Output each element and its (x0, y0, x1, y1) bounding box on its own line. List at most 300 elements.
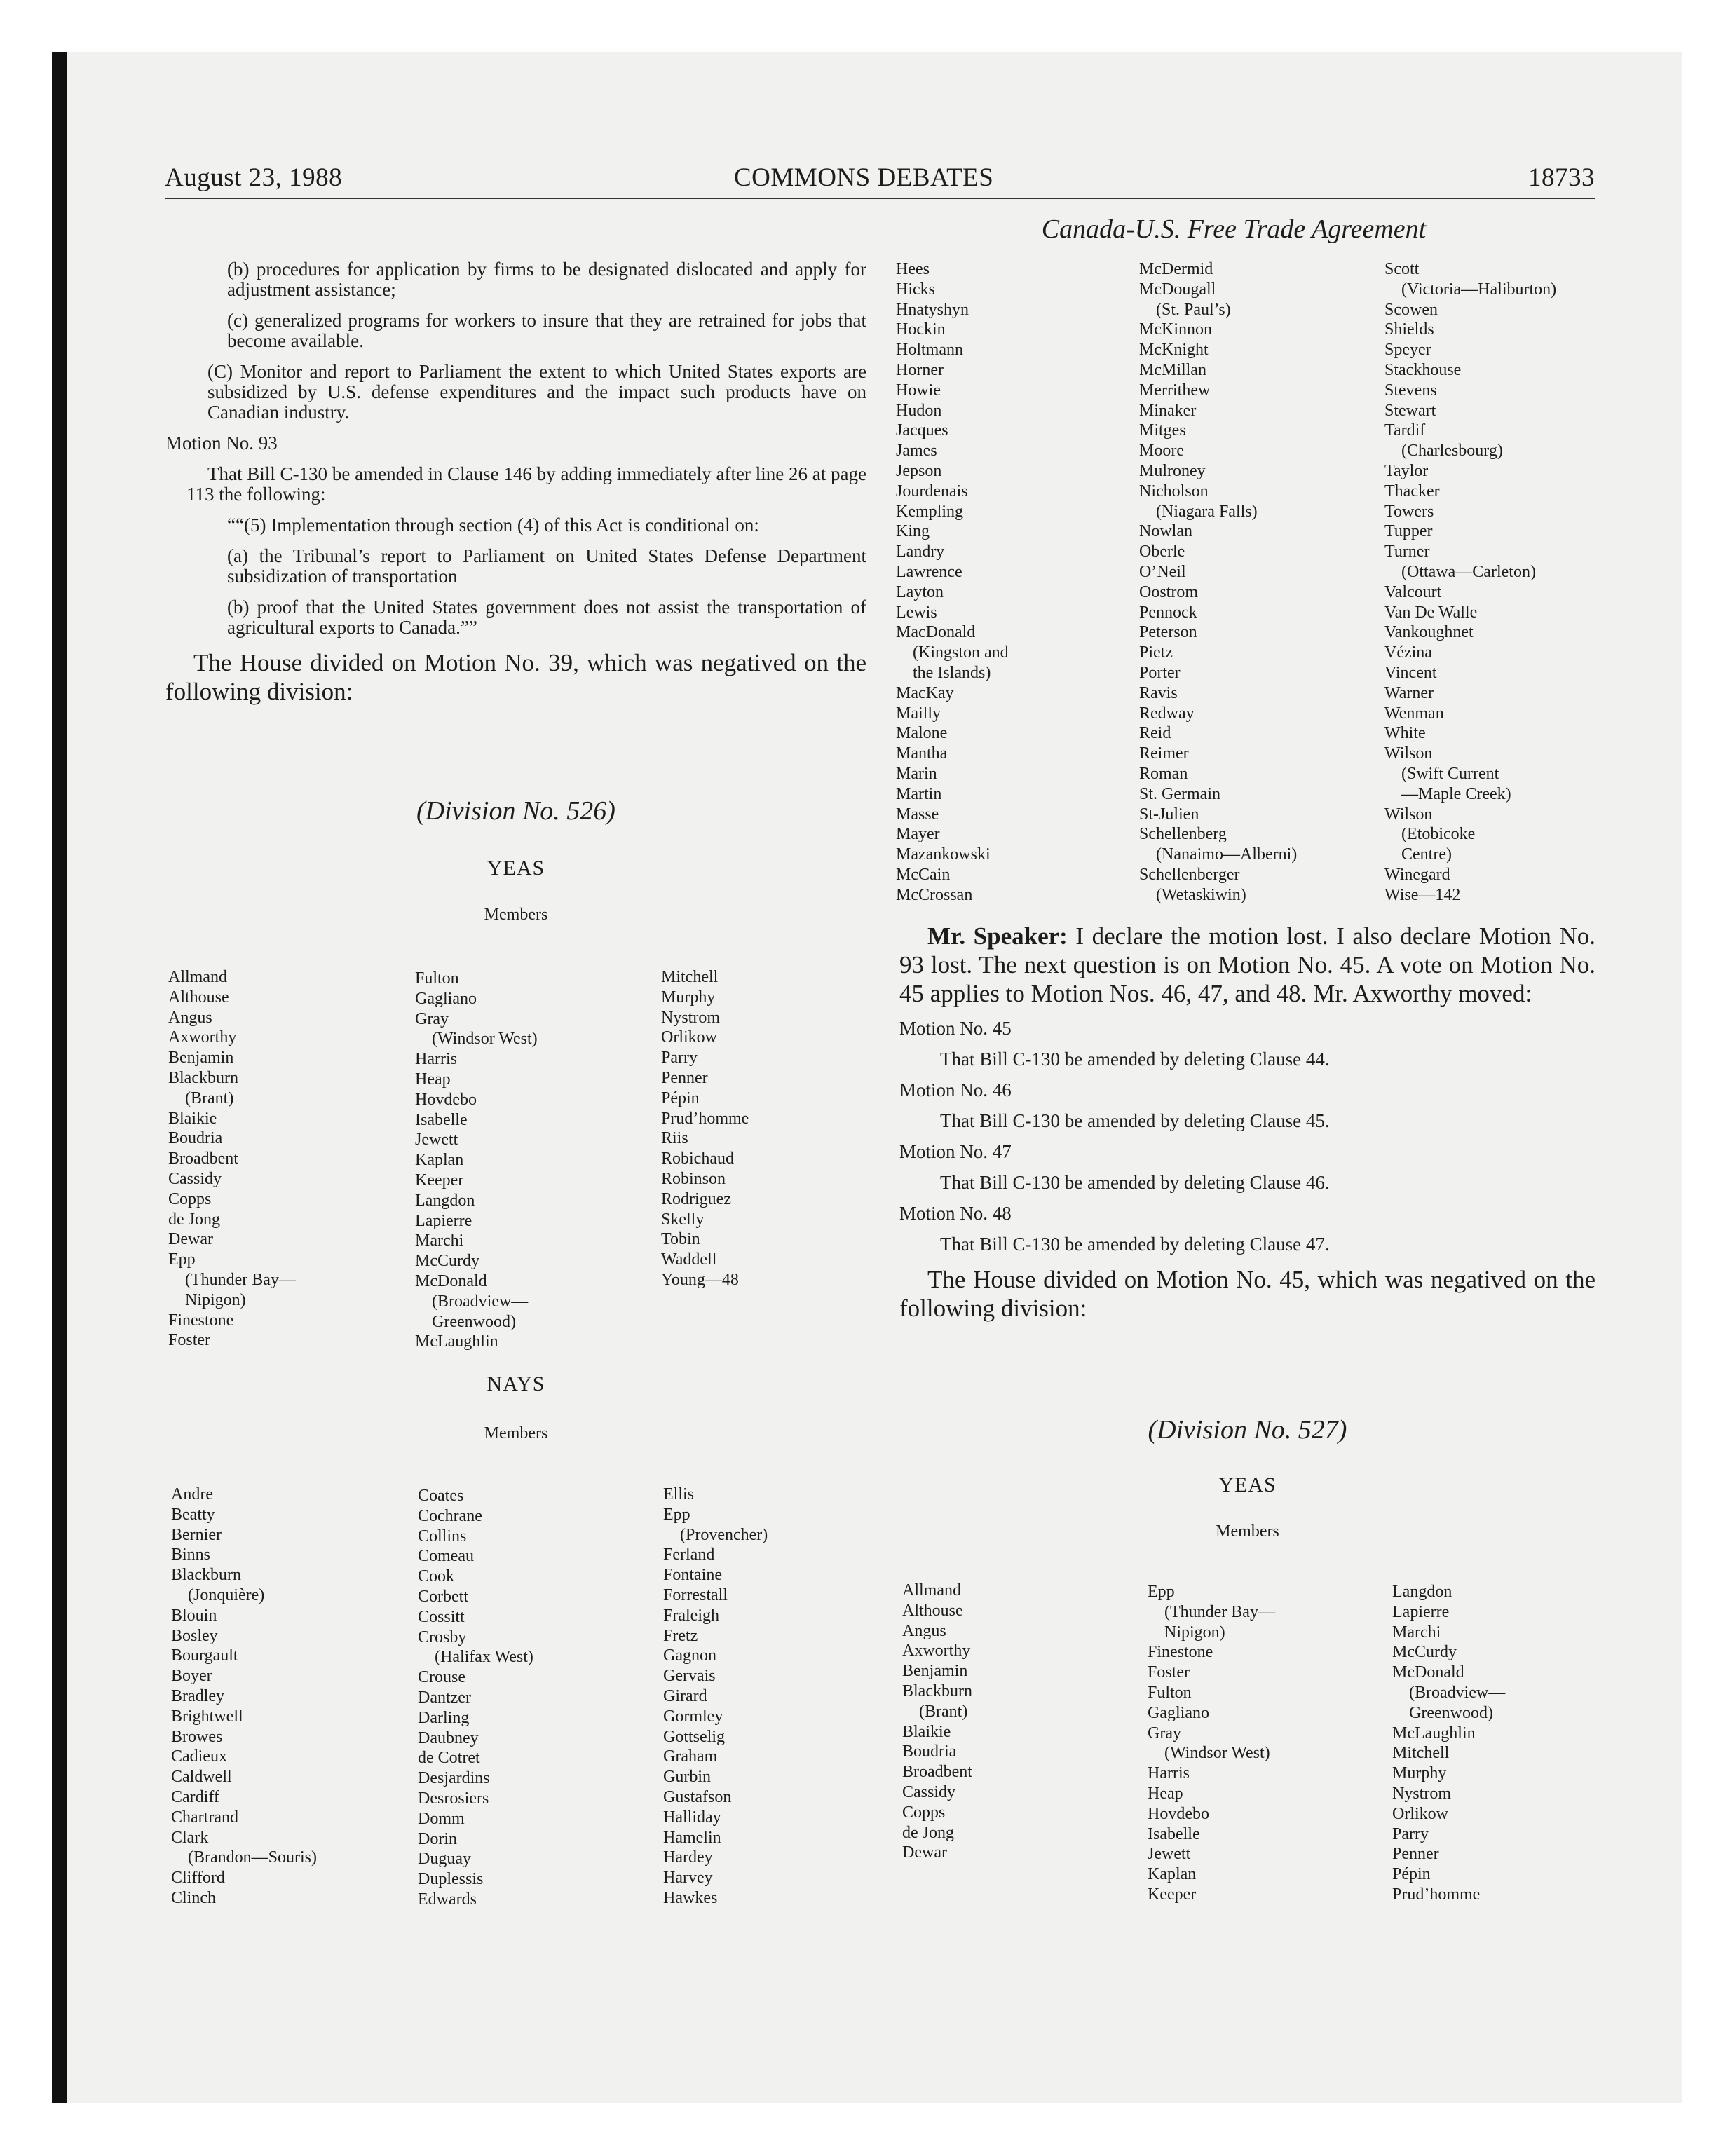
member-name: Orlikow (1392, 1804, 1448, 1823)
member-name: (Swift Current (1401, 764, 1499, 783)
member-name: Murphy (1392, 1764, 1447, 1783)
member-name: Jewett (1148, 1845, 1191, 1864)
member-name: (Etobicoke (1401, 825, 1476, 844)
member-name: Benjamin (168, 1049, 234, 1067)
member-name: (Broadview— (1409, 1683, 1506, 1702)
member-name: de Jong (168, 1210, 220, 1229)
speaker-name: Mr. Speaker: (927, 922, 1068, 950)
member-name: Nipigon) (1164, 1623, 1225, 1642)
member-name: Clark (171, 1828, 209, 1847)
member-name: Blouin (171, 1606, 217, 1625)
member-name: Clinch (171, 1888, 216, 1907)
division-39-intro: The House divided on Motion No. 39, which was negatived on the following division: (165, 649, 866, 705)
paragraph-b: (b) procedures for application by firms to be designated dislocated and apply for adjustment assistance; (227, 259, 866, 300)
member-name: Landry (896, 543, 945, 561)
member-name: Thacker (1384, 482, 1440, 500)
member-name: Vézina (1384, 643, 1432, 662)
motion-45-label: Motion No. 45 (899, 1018, 1012, 1039)
member-name: Howie (896, 381, 941, 400)
member-name: Bourgault (171, 1646, 238, 1665)
member-name: Young—48 (661, 1270, 739, 1289)
binding-edge (52, 52, 67, 2103)
member-name: (Thunder Bay— (1164, 1602, 1275, 1621)
member-name: Girard (663, 1686, 707, 1705)
member-name: Ravis (1139, 683, 1178, 702)
member-name: Wilson (1384, 805, 1433, 824)
member-name: Cassidy (168, 1169, 222, 1188)
member-name: the Islands) (913, 663, 991, 682)
member-name: Towers (1384, 502, 1434, 521)
member-name: Isabelle (1148, 1824, 1200, 1843)
member-name: Axworthy (168, 1028, 237, 1047)
member-name: MacKay (896, 683, 954, 702)
member-name: Mitchell (661, 968, 719, 986)
member-name: McLaughlin (1392, 1724, 1476, 1742)
member-name: Caldwell (171, 1768, 232, 1787)
motion-46-text: That Bill C-130 be amended by deleting Clause 45. (940, 1110, 1330, 1131)
member-name: (Charlesbourg) (1401, 442, 1503, 460)
member-name: Jacques (896, 421, 948, 440)
division-527-yeas-col2 (1148, 1582, 1275, 1905)
member-name: Heap (1148, 1784, 1183, 1803)
member-name: Finestone (168, 1311, 234, 1330)
member-name: Lewis (896, 603, 937, 622)
motion-46-label: Motion No. 46 (899, 1079, 1012, 1100)
member-name: Van De Walle (1384, 603, 1478, 622)
member-name: Althouse (902, 1601, 963, 1620)
member-name: Hamelin (663, 1828, 721, 1847)
member-name: McKinnon (1139, 320, 1212, 339)
member-name: Fulton (415, 969, 459, 988)
member-name: Nipigon) (185, 1290, 246, 1309)
member-name: Winegard (1384, 865, 1450, 884)
member-name: Hnatyshyn (896, 300, 969, 319)
header-rule (165, 198, 1595, 199)
member-name: McDonald (415, 1271, 487, 1290)
member-name: Angus (168, 1008, 212, 1027)
member-name: Riis (661, 1129, 688, 1148)
member-name: Foster (1148, 1663, 1190, 1682)
member-name: Marchi (415, 1231, 464, 1250)
division-526-nays-col1 (171, 1485, 317, 1909)
member-name: McMillan (1139, 360, 1206, 379)
member-name: Mitges (1139, 421, 1186, 440)
member-name: Gagliano (1148, 1703, 1209, 1722)
member-name: Dewar (168, 1230, 213, 1249)
member-name: (Windsor West) (1164, 1744, 1270, 1763)
member-name: (Wetaskiwin) (1156, 885, 1246, 904)
member-name: Roman (1139, 764, 1188, 783)
motion-48-label: Motion No. 48 (899, 1203, 1012, 1224)
member-name: Allmand (168, 968, 227, 986)
member-name: (Brant) (919, 1702, 968, 1721)
member-name: Hovdebo (415, 1090, 477, 1109)
member-name: de Cotret (418, 1749, 480, 1768)
member-name: Prud’homme (1392, 1885, 1481, 1904)
right-text-column (899, 922, 1595, 1333)
member-name: Stewart (1384, 401, 1436, 420)
member-name: Penner (1392, 1845, 1439, 1864)
member-name: (St. Paul’s) (1156, 300, 1231, 319)
member-name: Pépin (1392, 1865, 1431, 1884)
quote-5: ““(5) Implementation through section (4) of this Act is conditional on: (227, 514, 759, 535)
header-date: August 23, 1988 (165, 163, 343, 192)
member-name: King (896, 522, 930, 541)
member-name: Cook (418, 1567, 455, 1586)
member-name: Andre (171, 1485, 213, 1503)
member-name: McCrossan (896, 885, 973, 904)
member-name: Tobin (661, 1230, 700, 1249)
member-name: Boyer (171, 1667, 212, 1686)
member-name: Fulton (1148, 1683, 1192, 1702)
member-name: Forrestall (663, 1585, 728, 1604)
member-name: Mailly (896, 704, 941, 723)
member-name: Greenwood) (1409, 1703, 1493, 1722)
member-name: Dantzer (418, 1688, 471, 1707)
member-name: Robinson (661, 1169, 726, 1188)
member-name: Penner (661, 1068, 708, 1087)
member-name: Foster (168, 1331, 210, 1350)
member-name: Brightwell (171, 1707, 243, 1726)
member-name: Harvey (663, 1869, 713, 1888)
header-title: COMMONS DEBATES (734, 163, 994, 192)
member-name: Graham (663, 1747, 718, 1766)
member-name: Corbett (418, 1587, 468, 1606)
member-name: Wise—142 (1384, 885, 1461, 904)
member-name: Benjamin (902, 1662, 968, 1681)
member-name: Reimer (1139, 744, 1189, 763)
member-name: Gurbin (663, 1768, 711, 1787)
member-name: Darling (418, 1708, 470, 1727)
division-527-title: (Division No. 527) (1148, 1415, 1347, 1445)
member-name: Holtmann (896, 341, 963, 360)
member-name: Marchi (1392, 1623, 1441, 1642)
member-name: Isabelle (415, 1110, 468, 1129)
member-name: Jewett (415, 1131, 458, 1149)
member-name: Nystrom (1392, 1784, 1451, 1803)
member-name: Moore (1139, 442, 1184, 460)
member-name: (Halifax West) (435, 1648, 533, 1667)
division-526-yeas-members: Members (484, 906, 548, 924)
member-name: McDermid (1139, 260, 1213, 278)
member-name: Gray (1148, 1724, 1181, 1742)
member-name: Speyer (1384, 341, 1431, 360)
member-name: Oberle (1139, 543, 1185, 561)
member-name: Reid (1139, 724, 1171, 743)
member-name: Mantha (896, 744, 948, 763)
member-name: Waddell (661, 1250, 717, 1269)
member-name: Copps (902, 1803, 946, 1822)
member-name: Langdon (1392, 1583, 1452, 1601)
member-name: Vincent (1384, 663, 1437, 682)
member-name: Coates (418, 1487, 464, 1505)
member-name: O’Neil (1139, 562, 1186, 581)
member-name: Ellis (663, 1485, 695, 1503)
motion-93-label: Motion No. 93 (165, 432, 278, 453)
member-name: Fontaine (663, 1566, 722, 1585)
member-name: Rodriguez (661, 1189, 731, 1208)
member-name: Harris (415, 1050, 457, 1069)
member-name: Kaplan (415, 1151, 464, 1170)
motion-47-label: Motion No. 47 (899, 1141, 1012, 1162)
member-name: Browes (171, 1727, 223, 1746)
member-name: Boudria (168, 1129, 223, 1148)
member-name: Heap (415, 1070, 451, 1089)
member-name: Blackburn (171, 1566, 241, 1585)
member-name: St. Germain (1139, 784, 1220, 803)
member-name: Martin (896, 784, 942, 803)
member-name: Crosby (418, 1628, 467, 1646)
member-name: Dorin (418, 1829, 457, 1848)
member-name: McCurdy (1392, 1643, 1457, 1662)
member-name: —Maple Creek) (1401, 784, 1511, 803)
member-name: Nowlan (1139, 522, 1192, 541)
member-name: Ferland (663, 1546, 715, 1564)
member-name: Blaikie (902, 1722, 951, 1741)
member-name: Masse (896, 805, 939, 824)
nays-continued-col2 (1139, 259, 1297, 906)
left-text-column (165, 259, 866, 716)
member-name: (Kingston and (913, 643, 1009, 662)
member-name: Parry (1392, 1824, 1429, 1843)
member-name: Oostrom (1139, 582, 1198, 601)
member-name: Taylor (1384, 461, 1429, 480)
member-name: (Ottawa—Carleton) (1401, 562, 1536, 581)
member-name: Gagliano (415, 989, 477, 1008)
member-name: Prud’homme (661, 1109, 749, 1128)
member-name: Blackburn (168, 1068, 238, 1087)
member-name: Copps (168, 1189, 212, 1208)
member-name: McDonald (1392, 1663, 1464, 1682)
member-name: Cardiff (171, 1787, 219, 1806)
member-name: Fraleigh (663, 1606, 719, 1625)
member-name: Bosley (171, 1626, 218, 1645)
member-name: Parry (661, 1049, 698, 1067)
division-45-intro: The House divided on Motion No. 45, which was negatived on the following division: (899, 1266, 1595, 1322)
member-name: Pietz (1139, 643, 1173, 662)
member-name: Hees (896, 260, 930, 278)
member-name: Scowen (1384, 300, 1438, 319)
member-name: Merrithew (1139, 381, 1211, 400)
nays-continued-col1 (896, 259, 1009, 906)
member-name: Mitchell (1392, 1744, 1450, 1763)
member-name: Bernier (171, 1525, 222, 1544)
member-name: St-Julien (1139, 805, 1199, 824)
member-name: Jepson (896, 461, 942, 480)
member-name: Lapierre (1392, 1602, 1450, 1621)
member-name: Althouse (168, 988, 229, 1007)
member-name: (Victoria—Haliburton) (1401, 280, 1557, 299)
member-name: Lawrence (896, 562, 962, 581)
member-name: (Thunder Bay— (185, 1270, 296, 1289)
member-name: Epp (1148, 1583, 1175, 1601)
quote-a: (a) the Tribunal’s report to Parliament on United States Defense Department subsidization of transportation (227, 545, 866, 587)
member-name: Murphy (661, 988, 716, 1007)
member-name: Vankoughnet (1384, 623, 1474, 642)
member-name: Layton (896, 582, 944, 601)
member-name: Beatty (171, 1505, 215, 1524)
member-name: Stevens (1384, 381, 1437, 400)
member-name: Desjardins (418, 1769, 490, 1788)
member-name: Jourdenais (896, 482, 968, 500)
member-name: Mazankowski (896, 845, 991, 864)
page-header (165, 163, 1595, 196)
member-name: Warner (1384, 683, 1434, 702)
division-526-nays-col2 (418, 1486, 533, 1910)
member-name: Wenman (1384, 704, 1444, 723)
member-name: Cossitt (418, 1607, 465, 1626)
member-name: MacDonald (896, 623, 976, 642)
member-name: McCain (896, 865, 951, 884)
member-name: Keeper (1148, 1885, 1197, 1904)
member-name: Lapierre (415, 1211, 472, 1230)
member-name: Hockin (896, 320, 946, 339)
member-name: Allmand (902, 1581, 961, 1599)
member-name: Minaker (1139, 401, 1197, 420)
paragraph-c: (c) generalized programs for workers to insure that they are retrained for jobs that become available. (227, 310, 866, 351)
member-name: Greenwood) (432, 1312, 516, 1331)
motion-93-text: That Bill C-130 be amended in Clause 146 by adding immediately after line 26 at page 113 the following: (186, 463, 866, 505)
member-name: Cadieux (171, 1747, 227, 1766)
division-526-title: (Division No. 526) (416, 796, 615, 826)
member-name: Valcourt (1384, 582, 1442, 601)
member-name: Tardif (1384, 421, 1426, 440)
member-name: Duguay (418, 1850, 471, 1869)
member-name: (Brandon—Souris) (188, 1848, 317, 1867)
division-527-yeas-heading: YEAS (1218, 1473, 1277, 1496)
member-name: Kaplan (1148, 1865, 1197, 1884)
member-name: Chartrand (171, 1808, 238, 1827)
member-name: Tupper (1384, 522, 1433, 541)
quote-b: (b) proof that the United States government does not assist the transportation of agricultural exports to Canada.”” (227, 596, 866, 638)
member-name: Edwards (418, 1890, 477, 1909)
member-name: Malone (896, 724, 948, 743)
member-name: Comeau (418, 1547, 474, 1566)
member-name: Gray (415, 1009, 449, 1028)
division-526-nays-heading: NAYS (487, 1372, 545, 1396)
member-name: Redway (1139, 704, 1195, 723)
member-name: McCurdy (415, 1252, 479, 1271)
section-title: Canada-U.S. Free Trade Agreement (1041, 214, 1427, 244)
member-name: Marin (896, 764, 937, 783)
division-526-yeas-col3 (661, 967, 749, 1290)
member-name: Mayer (896, 825, 940, 844)
member-name: Gervais (663, 1667, 716, 1686)
division-527-yeas-members: Members (1216, 1522, 1279, 1541)
division-527-yeas-col3 (1392, 1582, 1505, 1905)
member-name: Scott (1384, 260, 1420, 278)
member-name: Blaikie (168, 1109, 217, 1128)
member-name: Horner (896, 360, 944, 379)
member-name: Gottselig (663, 1727, 725, 1746)
member-name: Langdon (415, 1191, 475, 1210)
member-name: Robichaud (661, 1149, 734, 1168)
member-name: Pennock (1139, 603, 1197, 622)
member-name: Pépin (661, 1089, 700, 1107)
motion-47-text: That Bill C-130 be amended by deleting Clause 46. (940, 1172, 1330, 1193)
member-name: Boudria (902, 1742, 957, 1761)
member-name: Finestone (1148, 1643, 1213, 1662)
member-name: Hardey (663, 1848, 713, 1867)
member-name: (Nanaimo—Alberni) (1156, 845, 1298, 864)
member-name: Porter (1139, 663, 1181, 682)
member-name: Hawkes (663, 1888, 718, 1907)
member-name: Halliday (663, 1808, 721, 1827)
member-name: (Provencher) (680, 1525, 768, 1544)
member-name: Keeper (415, 1171, 464, 1189)
member-name: Duplessis (418, 1870, 484, 1889)
member-name: Daubney (418, 1728, 479, 1747)
member-name: Wilson (1384, 744, 1433, 763)
member-name: Crouse (418, 1668, 465, 1687)
member-name: Mulroney (1139, 461, 1206, 480)
member-name: Cochrane (418, 1506, 482, 1525)
member-name: Binns (171, 1546, 211, 1564)
member-name: (Brant) (185, 1089, 234, 1107)
member-name: Hovdebo (1148, 1804, 1209, 1823)
member-name: Centre) (1401, 845, 1452, 864)
member-name: Broadbent (902, 1763, 972, 1782)
member-name: Hicks (896, 280, 935, 299)
member-name: Fretz (663, 1626, 698, 1645)
member-name: Harris (1148, 1764, 1190, 1783)
member-name: Blackburn (902, 1681, 972, 1700)
division-526-nays-col3 (663, 1485, 768, 1909)
member-name: de Jong (902, 1823, 954, 1842)
member-name: Epp (663, 1505, 690, 1524)
member-name: James (896, 442, 937, 460)
member-name: McKnight (1139, 341, 1209, 360)
paragraph-C: (C) Monitor and report to Parliament the extent to which United States exports are subsidized by U.S. defense expenditures and the impact such products have on Canadian industry. (207, 361, 866, 423)
member-name: Schellenberger (1139, 865, 1240, 884)
member-name: Hudon (896, 401, 942, 420)
member-name: Clifford (171, 1869, 225, 1888)
division-526-nays-members: Members (484, 1424, 548, 1442)
member-name: Domm (418, 1809, 465, 1828)
member-name: (Niagara Falls) (1156, 502, 1258, 521)
member-name: Shields (1384, 320, 1434, 339)
member-name: Collins (418, 1527, 467, 1546)
nays-continued-col3 (1384, 259, 1556, 906)
member-name: White (1384, 724, 1426, 743)
motion-45-text: That Bill C-130 be amended by deleting Clause 44. (940, 1049, 1330, 1070)
member-name: Axworthy (902, 1642, 971, 1660)
member-name: Angus (902, 1621, 946, 1640)
member-name: Peterson (1139, 623, 1197, 642)
speaker-statement (899, 922, 1595, 1008)
member-name: Schellenberg (1139, 825, 1227, 844)
member-name: Desrosiers (418, 1789, 489, 1808)
member-name: Nystrom (661, 1008, 720, 1027)
division-526-yeas-col1 (168, 967, 296, 1351)
division-527-yeas-col1 (902, 1581, 972, 1863)
member-name: Bradley (171, 1686, 224, 1705)
member-name: (Jonquière) (188, 1585, 265, 1604)
member-name: McDougall (1139, 280, 1216, 299)
motion-48-text: That Bill C-130 be amended by deleting Clause 47. (940, 1234, 1330, 1255)
member-name: Epp (168, 1250, 196, 1269)
member-name: Orlikow (661, 1028, 717, 1047)
member-name: Cassidy (902, 1782, 956, 1801)
division-526-yeas-heading: YEAS (487, 857, 545, 880)
member-name: Broadbent (168, 1149, 238, 1168)
member-name: Turner (1384, 543, 1430, 561)
speaker-text: I declare the motion lost. I also declare Motion No. 93 lost. The next question is on Motion No. 45. A vote on Motion No. 45 applies to Motion Nos. 46, 47, and 48. Mr. Axworthy moved: (899, 922, 1595, 1007)
member-name: McLaughlin (415, 1332, 498, 1351)
member-name: Gormley (663, 1707, 723, 1726)
member-name: Skelly (661, 1210, 705, 1229)
member-name: (Broadview— (432, 1292, 529, 1311)
